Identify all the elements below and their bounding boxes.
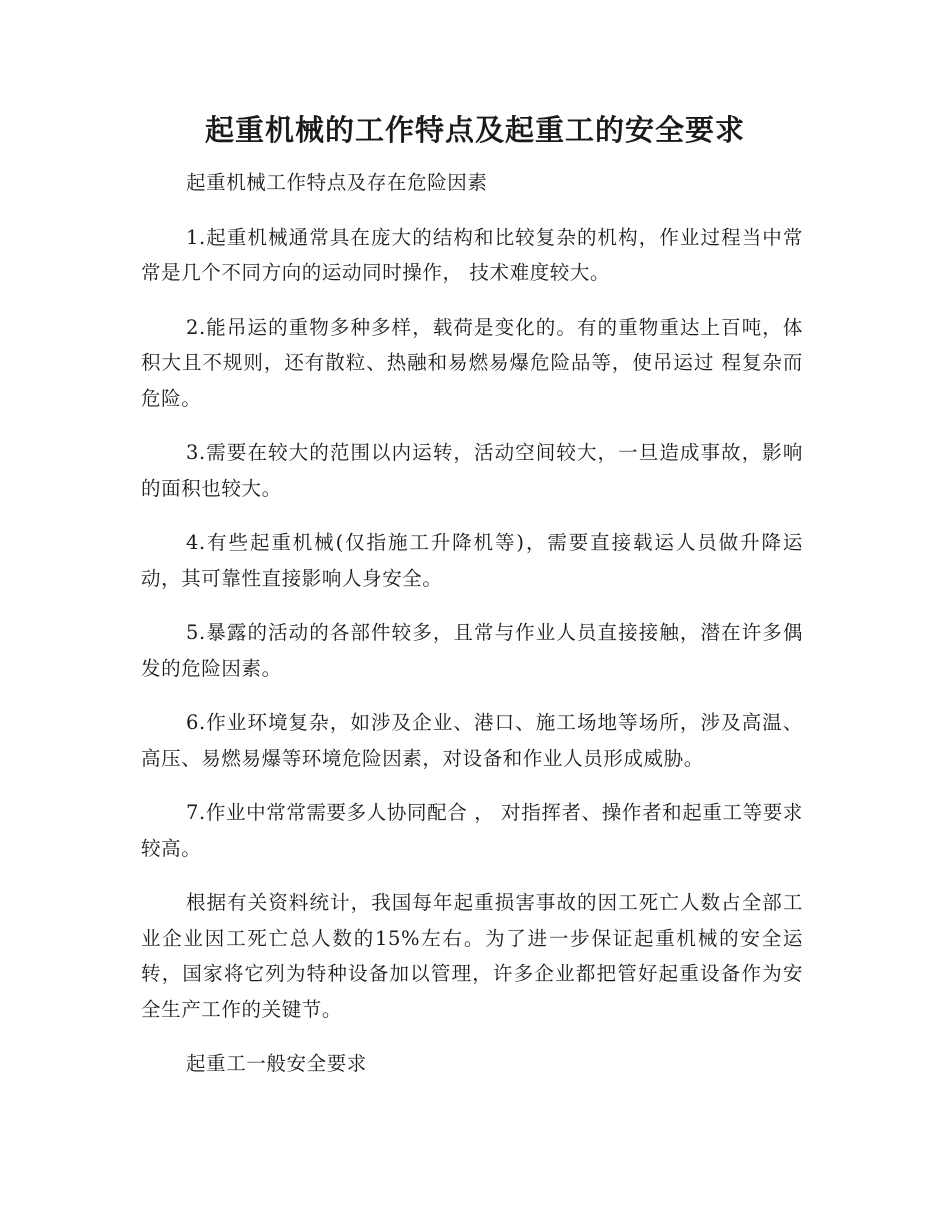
paragraph-item-5: 5.暴露的活动的各部件较多，且常与作业人员直接接触，潜在许多偶发的危险因素。 [141, 621, 803, 680]
document-title: 起重机械的工作特点及起重工的安全要求 [204, 113, 745, 147]
paragraph-item-4: 4.有些起重机械(仅指施工升降机等)，需要直接载运人员做升降运动，其可靠性直接影响人身安全。 [141, 531, 803, 590]
paragraph-item-1: 1.起重机械通常具在庞大的结构和比较复杂的机构，作业过程当中常常是几个不同方向的运动同时操作， 技术难度较大。 [141, 225, 803, 284]
document-body [141, 165, 803, 1101]
paragraph-item-2: 2.能吊运的重物多种多样，载荷是变化的。有的重物重达上百吨，体积大且不规则，还有散粒、热融和易燃易爆危险品等，使吊运过 程复杂而危险。 [141, 315, 803, 410]
paragraph-statistics: 根据有关资料统计，我国每年起重损害事故的因工死亡人数占全部工业企业因工死亡总人数的15%左右。为了进一步保证起重机械的安全运转，国家将它列为特种设备加以管理，许多企业都把管好起重设备作为安全生产工作的关键节。 [141, 891, 803, 1021]
paragraph-item-6: 6.作业环境复杂，如涉及企业、港口、施工场地等场所，涉及高温、高压、易燃易爆等环境危险因素，对设备和作业人员形成威胁。 [141, 711, 803, 770]
section-heading-safety: 起重工一般安全要求 [186, 1052, 367, 1075]
section-heading-hazards: 起重机械工作特点及存在危险因素 [186, 171, 488, 194]
paragraph-item-3: 3.需要在较大的范围以内运转，活动空间较大，一旦造成事故，影响的面积也较大。 [141, 441, 803, 500]
paragraph-item-7: 7.作业中常常需要多人协同配合 ， 对指挥者、操作者和起重工等要求较高。 [141, 801, 803, 860]
